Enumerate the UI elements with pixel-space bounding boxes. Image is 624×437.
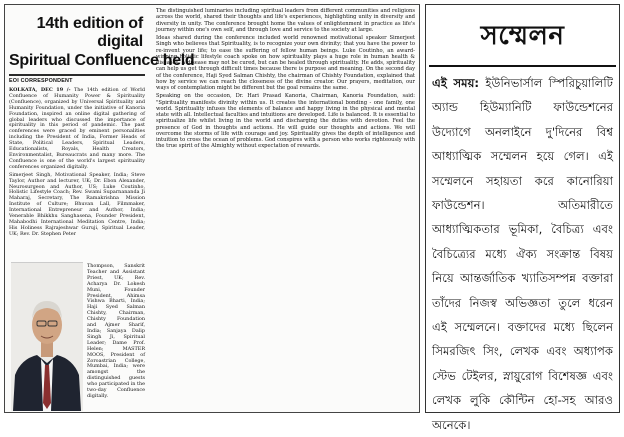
photo-caption: Thompson, Sanskrit Teacher and Assistant Priest, UK; Rev. Acharya Dr. Lokesh Muni, Founder President, Ahimsa Vishwa Bharti, India; Haji Syed Salman Chishty, Chairman, Chishty Foundation and Ajmer Sharif, India; Sanjaya Dalip Singh Ji, Spiritual Leader; Dame Prof. Helen; MASTER MOOS, President of Zoroastrian College, Mumbai, India; were amongst the distinguished guests who participated in the two-day Confluence digitally.: [87, 263, 145, 399]
english-news-clipping: [4, 4, 420, 413]
column2-paragraph-2: Ideas shared during the conference included world renowned motivational speaker Simerjeet Singh who believes that Spirituality, is to recognize your own divinity; that you have the power to re-invent your life; to ease the suffering of fellow human beings. Luke Coutinho, an award-winning holistic lifestyle coach spoke on how spirituality plays a huge role in human health & diseases. A disease may not be cured, but can be healed through spirituality. He adds, spirituality can help us get through difficult times because there is purpose and meaning. On the second day of the conference, Haji Syed Salman Chishty, the chairman of Chishty Foundation, explained that how by service we can reach the closeness of the divine creator. Our prayers, meditation, our ways of contemplation might be different but the goal remains the same.: [156, 35, 415, 91]
speaker-photo: [11, 262, 83, 411]
portrait-image: [11, 263, 83, 411]
bengali-text: ইউনিভার্সাল স্পিরিচুয়ালিটি অ্যান্ড হিউম্যানিটি ফাউন্ডেশনের উদ্যোগে অনলাইনে দু'দিনের বিশ্ব আধ্যাত্মিক সম্মেলন হয়ে গেল। এই সম্মেলনে সহায়তা করে কানোরিয়া ফাউন্ডেশন। অতিমারীতে আধ্যাত্মিকতার ভূমিকা, বৈচিত্র্য এবং বৈচিত্র্যের মধ্যে ঐক্য সংক্রান্ত বিষয় নিয়ে আন্তর্জাতিক খ্যাতিসম্পন্ন বক্তারা তাঁদের নিজস্ব অভিজ্ঞতা তুলে ধরেন এই সম্মেলনে। বক্তাদের মধ্যে ছিলেন সিমরজিৎ সিং, লেখক এবং অধ্যাপক স্টেভ টেইলর, স্নায়ুরোগ বিশেষজ্ঞ এবং লেখক লুকি কৌন্টিন হো-সহ আরও অনেকে।: [432, 76, 614, 432]
article-paragraph-1: [9, 88, 145, 171]
paragraph-1-text: The 14th edition of World Confluence of Humanity Power & Spirituality (Confluence), organized by Universal Spirituality and Humanity Foundation, under the initiative of Kanoria Foundation, inspired an online digital gathering of global leaders who discussed the importance of spirituality in this period of pandemic. The past conferences were graced by eminent personalities including the President of India, Former Heads of State, Political Leaders, Spiritual Leaders, Educationalists, Royals, Health Creators, Environmentalist, Bureaucrats and many more. The Confluence is one of the world's largest spirituality conferences organized digitally.: [9, 87, 145, 170]
bengali-news-clipping: [425, 4, 620, 432]
bengali-title: সম্মেলন: [480, 21, 565, 51]
byline-rule: [9, 74, 145, 76]
bengali-paragraph: [432, 71, 613, 437]
right-column: [152, 5, 417, 412]
column2-paragraph-1: The distinguished luminaries including spiritual leaders from different communities and religions across the world, shared their thoughts and life's experiences, highlighting unity in diversity and diversity in unity. The conference brought home the values of enlightenment in practice as life's journey within one's own self, and through love and service to the society at large.: [156, 8, 415, 33]
headline-line-2: Spiritual Confluence held: [9, 52, 195, 69]
byline: EOI CORRESPONDENT: [9, 78, 73, 84]
column2-paragraph-3: Speaking on the occasion, Dr. Hari Prasad Kanoria, Chairman, Kanoria Foundation, said: "Spirituality manifests divinity within us. It creates the international bonding - one family, one world. Spirituality infuses the elements of balance and happy living in the physical and mental state with all. Intellectual faculties and intuitions are developed. Life is balanced. It is essential to spiritualize life whilst living in the world and discharging the duties with devotion. Feel the presence of God in thoughts and actions. He will guide our thoughts and actions. We will overcome the storms of life with courage and joy. Spirituality gives the depth of intelligence and intuition to cross the ocean of problems. God conspires with a person who works righteously with the true spirit of the Almighty without expectation of rewards.: [156, 93, 415, 150]
bengali-lead: এই সময়:: [432, 76, 480, 90]
dateline: KOLKATA, DEC 19 /-: [9, 87, 71, 93]
headline-line-1: 14th edition of digital: [36, 15, 143, 50]
article-paragraph-2: Simerjeet Singh, Motivational Speaker, India; Steve Taylor, Author and lecturer, UK; Dr. Ebon Alexander, Neurosurgeon and Author, US; Luke Coutinho, Holistic Lifestyle Coach; Rev. Swami Suparnananda Ji Maharaj, Secretary, The Ramakrishna Mission Institute of Culture; Bhuvan Lall, Filmmaker, International Entrepreneur and Author, India; Venerable Bhikkhu Sanghasena, Founder President, Mahabodhi International Meditation Centre, India; His Holiness Rajrajeshwar Guruji, Spiritual Leader, UK; Rev. Dr. Stephen Peter: [9, 171, 145, 237]
bengali-body: [426, 67, 619, 437]
